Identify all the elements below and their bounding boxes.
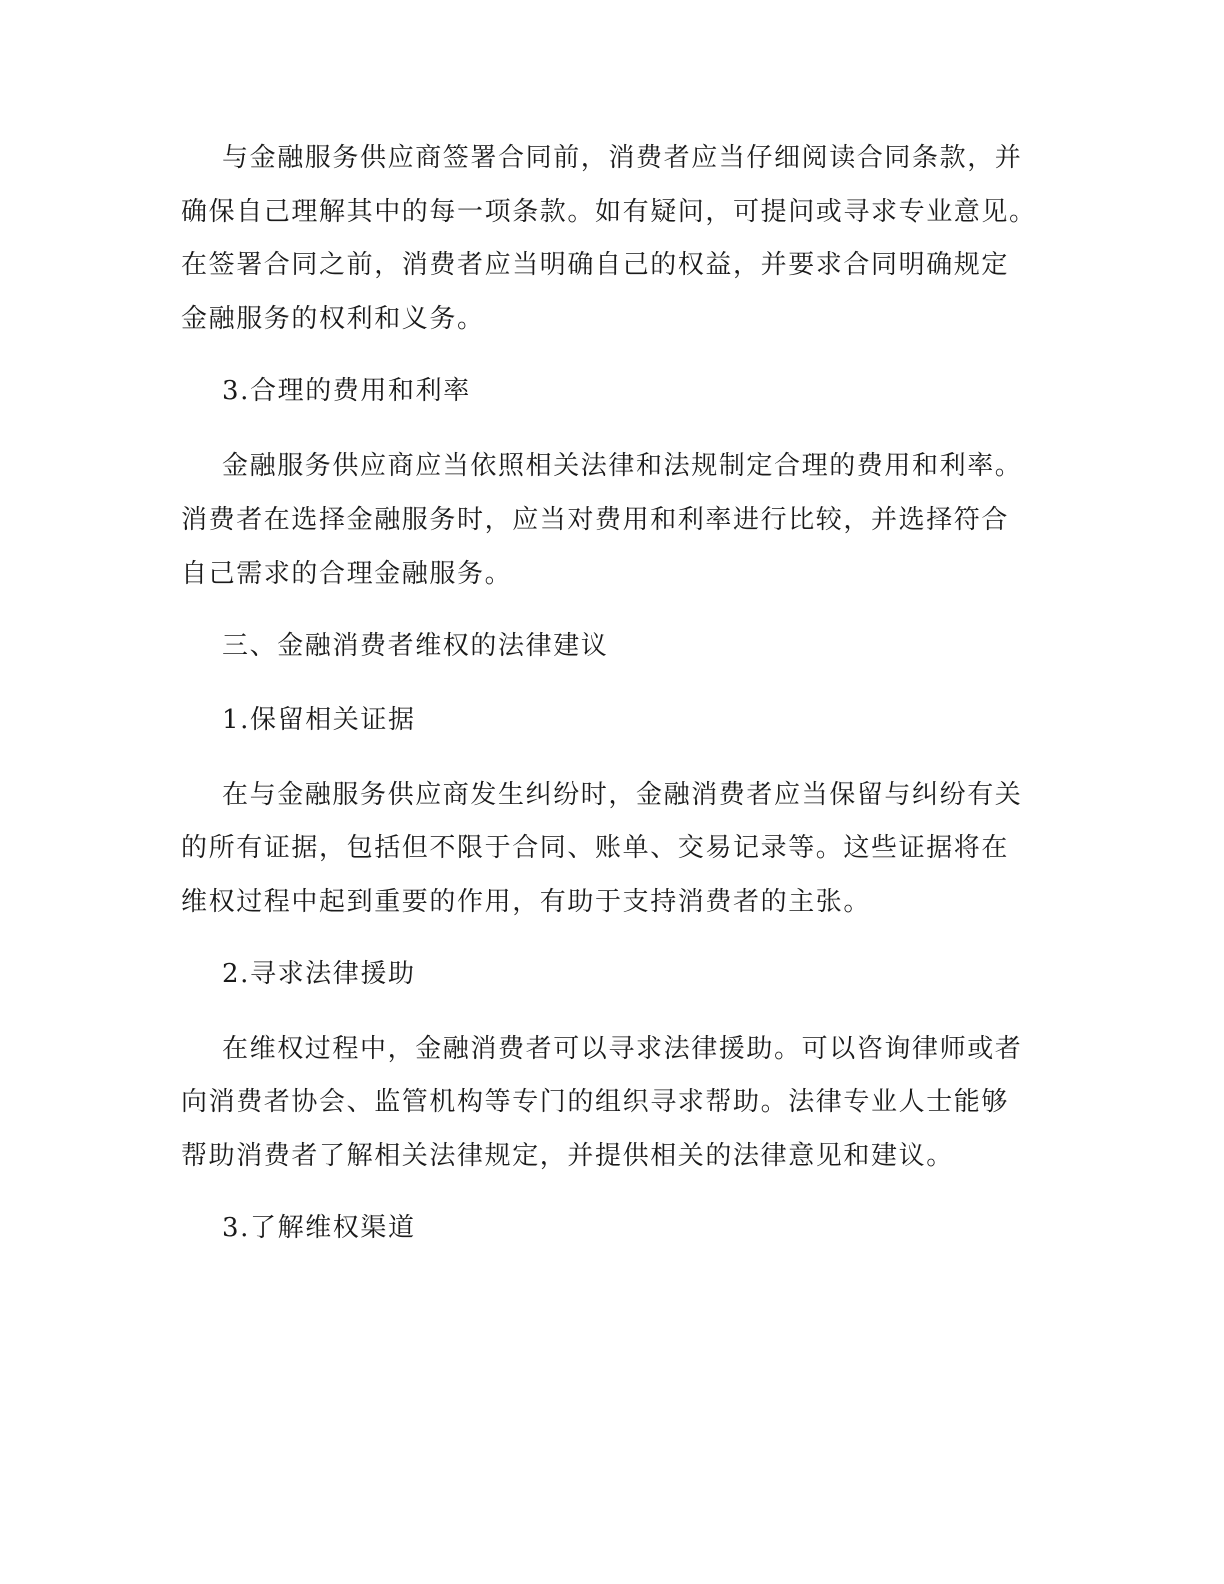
section-heading-legal-advice: 三、金融消费者维权的法律建议 <box>222 631 609 661</box>
heading-legal-aid: 2.寻求法律援助 <box>222 959 416 989</box>
paragraph-evidence-line-2: 的所有证据，包括但不限于合同、账单、交易记录等。这些证据将在 <box>181 833 1010 863</box>
heading-fees-rates: 3.合理的费用和利率 <box>222 376 471 406</box>
paragraph-fees-line-2: 消费者在选择金融服务时，应当对费用和利率进行比较，并选择符合 <box>181 505 1010 535</box>
paragraph-legal-aid-line-3: 帮助消费者了解相关法律规定，并提供相关的法律意见和建议。 <box>181 1141 954 1171</box>
paragraph-contract-line-4: 金融服务的权利和义务。 <box>181 304 485 334</box>
paragraph-evidence-line-3: 维权过程中起到重要的作用，有助于支持消费者的主张。 <box>181 887 872 917</box>
heading-rights-channels: 3.了解维权渠道 <box>222 1213 416 1243</box>
heading-keep-evidence: 1.保留相关证据 <box>222 705 416 735</box>
paragraph-contract-line-1: 与金融服务供应商签署合同前，消费者应当仔细阅读合同条款，并 <box>222 143 1023 173</box>
paragraph-legal-aid-line-2: 向消费者协会、监管机构等专门的组织寻求帮助。法律专业人士能够 <box>181 1087 1010 1117</box>
paragraph-contract-line-2: 确保自己理解其中的每一项条款。如有疑问，可提问或寻求专业意见。 <box>181 197 1037 227</box>
paragraph-fees-line-3: 自己需求的合理金融服务。 <box>181 559 513 589</box>
paragraph-contract-line-3: 在签署合同之前，消费者应当明确自己的权益，并要求合同明确规定 <box>181 250 1010 280</box>
paragraph-fees-line-1: 金融服务供应商应当依照相关法律和法规制定合理的费用和利率。 <box>222 451 1023 481</box>
paragraph-legal-aid-line-1: 在维权过程中，金融消费者可以寻求法律援助。可以咨询律师或者 <box>222 1034 1023 1064</box>
paragraph-evidence-line-1: 在与金融服务供应商发生纠纷时，金融消费者应当保留与纠纷有关 <box>222 780 1023 810</box>
